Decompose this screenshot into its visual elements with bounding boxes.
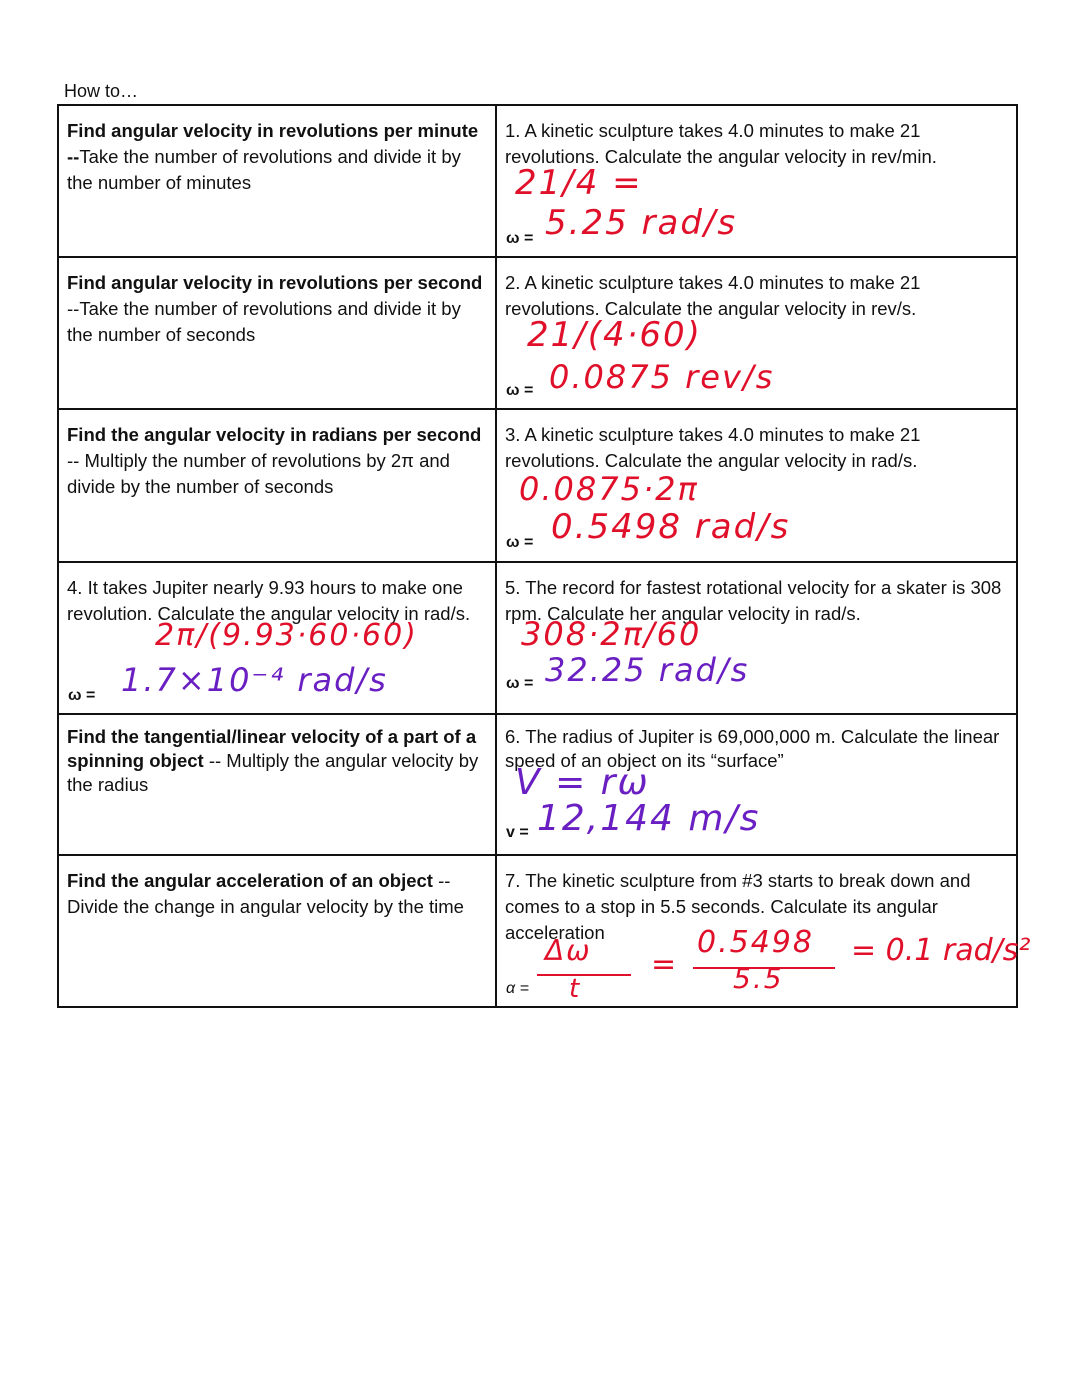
howto-cell-5 — [59, 715, 497, 856]
handwritten-work: 0.0875·2π — [519, 470, 699, 508]
handwritten-value-numerator: 0.5498 — [697, 925, 814, 960]
handwritten-value-denominator: 5.5 — [733, 962, 784, 995]
handwritten-work: 2π/(9.93·60·60) — [155, 618, 418, 653]
howto-title: Find the angular acceleration of an object — [67, 870, 433, 891]
howto-title: Find angular velocity in revolutions per minute -- — [67, 120, 479, 167]
problem-cell-5 — [497, 563, 1018, 715]
problem-cell-2 — [497, 258, 1018, 410]
page-heading: How to… — [64, 81, 139, 101]
handwritten-equals: = — [651, 947, 679, 982]
handwritten-answer: 0.5498 rad/s — [551, 507, 791, 547]
handwritten-work: 21/4 = — [515, 163, 643, 203]
handwritten-denominator: t — [569, 974, 582, 1004]
howto-cell-6 — [59, 856, 497, 1006]
handwritten-answer: = 0.1 rad/s² — [851, 933, 1031, 968]
handwritten-answer: 12,144 m/s — [537, 798, 761, 839]
howto-text: -- Multiply the angular velocity by the radius — [67, 750, 479, 795]
problem-text: 4. It takes Jupiter nearly 9.93 hours to make one revolution. Calculate the angular velocity in rad/s. — [67, 577, 471, 624]
variable-label: v = — [506, 824, 529, 841]
problem-text: 2. A kinetic sculpture takes 4.0 minutes to make 21 revolutions. Calculate the angular velocity in rev/s. — [505, 272, 921, 319]
howto-text: Take the number of revolutions and divide it by the number of minutes — [67, 146, 461, 193]
howto-title: Find angular velocity in revolutions per second — [67, 272, 483, 293]
handwritten-work: 308·2π/60 — [521, 615, 702, 653]
variable-label: ω = — [506, 230, 534, 247]
howto-text: --Take the number of revolutions and divide it by the number of seconds — [67, 298, 461, 345]
howto-text: -- Divide the change in angular velocity by the time — [67, 870, 464, 917]
problem-cell-7 — [497, 856, 1031, 1006]
handwritten-work: V = rω — [515, 762, 650, 803]
worksheet-table — [57, 104, 1031, 1008]
handwritten-answer: 1.7×10⁻⁴ rad/s — [121, 661, 388, 699]
howto-cell-3 — [59, 410, 497, 563]
handwritten-answer: 32.25 rad/s — [545, 651, 750, 689]
handwritten-numerator: Δω — [545, 934, 592, 967]
variable-label: ω = — [506, 534, 534, 551]
problem-cell-1 — [497, 106, 1018, 258]
problem-cell-4 — [59, 563, 497, 715]
handwritten-work: 21/(4·60) — [527, 315, 702, 355]
howto-title: Find the angular velocity in radians per second — [67, 424, 482, 445]
howto-title: Find the tangential/linear velocity of a part of a spinning object — [67, 726, 477, 771]
variable-label: ω = — [506, 382, 534, 399]
problem-text: 5. The record for fastest rotational velocity for a skater is 308 rpm. Calculate her angular velocity in rad/s. — [505, 577, 1002, 624]
variable-label: ω = — [506, 675, 534, 692]
problem-text: 1. A kinetic sculpture takes 4.0 minutes to make 21 revolutions. Calculate the angular velocity in rev/min. — [505, 120, 937, 167]
howto-text: -- Multiply the number of revolutions by 2π and divide by the number of seconds — [67, 450, 450, 497]
variable-label: ω = — [68, 687, 96, 704]
handwritten-answer: 5.25 rad/s — [545, 203, 738, 243]
howto-cell-1 — [59, 106, 497, 258]
howto-cell-2 — [59, 258, 497, 410]
problem-cell-3 — [497, 410, 1018, 563]
problem-cell-6 — [497, 715, 1018, 856]
variable-label: α = — [506, 980, 529, 997]
problem-text: 7. The kinetic sculpture from #3 starts to break down and comes to a stop in 5.5 seconds. Calculate its angular acceleration — [505, 870, 971, 943]
fraction-bar — [537, 974, 631, 976]
handwritten-answer: 0.0875 rev/s — [549, 358, 775, 396]
problem-text: 3. A kinetic sculpture takes 4.0 minutes to make 21 revolutions. Calculate the angular velocity in rad/s. — [505, 424, 921, 471]
problem-text: 6. The radius of Jupiter is 69,000,000 m. Calculate the linear speed of an object on its “surface” — [505, 726, 1000, 771]
